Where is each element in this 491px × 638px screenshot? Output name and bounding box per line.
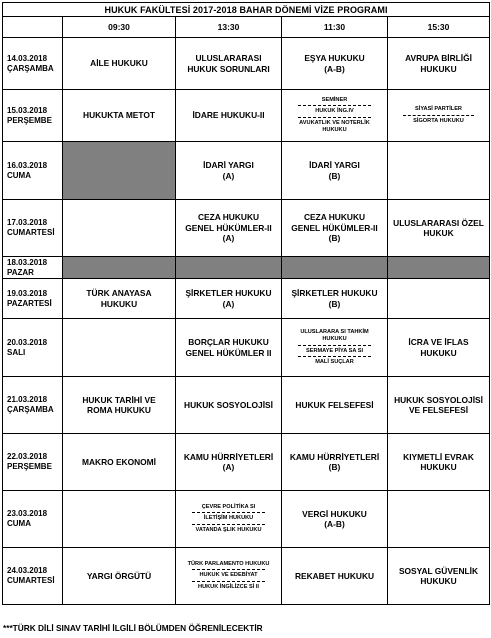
exam-cell xyxy=(388,491,490,548)
time-header: 11:30 xyxy=(282,17,388,38)
exam-cell xyxy=(388,548,490,605)
dashed-separator xyxy=(192,569,266,570)
date-cell xyxy=(3,319,63,377)
cell-text-line: TÜRK ANAYASA xyxy=(86,288,152,298)
exam-cell xyxy=(388,38,490,90)
cell-text-line: VE FELSEFESİ xyxy=(408,405,469,415)
cell-text-line: MALİ SUÇLAR xyxy=(315,358,354,365)
exam-cell xyxy=(63,90,176,142)
exam-cell xyxy=(388,200,490,257)
cell-text-line: HUKUKTA METOT xyxy=(83,110,155,121)
day-text: CUMARTESİ xyxy=(7,576,55,585)
day-text: PAZAR xyxy=(7,267,34,277)
schedule-row xyxy=(3,90,490,142)
cell-text-line: MAKRO EKONOMİ xyxy=(82,456,156,467)
date-cell xyxy=(3,491,63,548)
exam-cell xyxy=(63,279,176,319)
cell-text-line: ŞİRKETLER HUKUKU xyxy=(185,288,272,298)
exam-cell xyxy=(388,90,490,142)
dashed-separator xyxy=(298,117,372,118)
cell-text-line: REKABET HUKUKU xyxy=(294,570,375,581)
day-text: ÇARŞAMBA xyxy=(7,405,54,414)
dashed-separator xyxy=(298,356,372,357)
cell-text-line: KAMU HÜRRİYETLERİ xyxy=(289,451,380,462)
cell-text-line: AVUKATLIK VE NOTERLİK xyxy=(299,119,370,126)
cell-text-line: SOSYAL GÜVENLİK xyxy=(398,565,479,576)
date-text: 21.03.2018 xyxy=(7,395,48,404)
exam-cell xyxy=(176,142,282,200)
cell-text-line: SERMAYE PİYA SA SI xyxy=(306,347,363,354)
schedule-row xyxy=(3,434,490,491)
dashed-separator xyxy=(298,345,372,346)
date-text: 24.03.2018 xyxy=(7,566,48,575)
dashed-separator xyxy=(192,581,266,582)
schedule-row xyxy=(3,257,490,279)
exam-cell xyxy=(176,200,282,257)
cell-text-line: (A) xyxy=(222,298,235,309)
cell-text-line: CEZA HUKUKU xyxy=(303,212,366,223)
exam-cell xyxy=(388,142,490,200)
schedule-row xyxy=(3,200,490,257)
no-exam-shaded-cell xyxy=(63,142,176,200)
cell-text-line: AVRUPA BİRLİĞİ xyxy=(405,53,472,63)
cell-text-line: HUKUK SORUNLARI xyxy=(187,63,270,74)
cell-text-line: KIYMETLİ EVRAK xyxy=(403,451,474,462)
cell-text-line: HUKUK SOSYOLOJİSİ xyxy=(394,394,483,405)
no-exam-shaded-cell xyxy=(282,257,388,279)
cell-text-line: (B) xyxy=(328,233,341,244)
date-cell xyxy=(3,434,63,491)
dashed-separator xyxy=(192,524,266,525)
cell-text-line: BORÇLAR HUKUKU xyxy=(188,337,269,347)
time-header: 13:30 xyxy=(176,17,282,38)
date-cell xyxy=(3,200,63,257)
cell-text-line: ULUSLARARASI xyxy=(195,53,262,63)
exam-cell xyxy=(176,548,282,605)
cell-text-line: (A-B) xyxy=(324,519,345,529)
exam-cell xyxy=(176,90,282,142)
cell-text-line: ŞİRKETLER HUKUKU xyxy=(291,288,378,298)
exam-cell xyxy=(63,319,176,377)
schedule-row xyxy=(3,548,490,605)
cell-text-line: KAMU HÜRRİYETLERİ xyxy=(183,451,274,462)
dashed-separator xyxy=(403,115,474,116)
header-blank xyxy=(3,17,63,38)
cell-text-line: CEZA HUKUKU xyxy=(197,212,260,223)
cell-text-line: SEMİNER xyxy=(321,97,348,104)
time-header-row xyxy=(3,17,490,38)
cell-text-line: SİGORTA HUKUKU xyxy=(413,117,464,124)
cell-text-line: (B) xyxy=(328,298,341,309)
cell-text-line: (A) xyxy=(222,462,235,472)
cell-text-line: HUKUKU xyxy=(420,347,457,358)
exam-cell xyxy=(282,491,388,548)
date-text: 16.03.2018 xyxy=(7,160,48,170)
cell-text-line: VATANDA ŞLIK HUKUKU xyxy=(195,526,262,533)
cell-text-line: (A) xyxy=(222,233,235,244)
exam-cell xyxy=(282,279,388,319)
exam-cell xyxy=(63,434,176,491)
cell-text-line: ULUSLARARASI ÖZEL xyxy=(393,217,484,228)
cell-text-line: HUKUKU xyxy=(100,298,138,309)
exam-cell xyxy=(282,377,388,434)
date-text: 20.03.2018 xyxy=(7,337,48,347)
date-text: 14.03.2018 xyxy=(7,53,48,63)
cell-text-line: HUKUK İNGİLİZCE Sİ II xyxy=(198,583,259,590)
exam-cell xyxy=(388,279,490,319)
schedule-title: HUKUK FAKÜLTESİ 2017-2018 BAHAR DÖNEMİ VİZE PROGRAMI xyxy=(3,3,490,17)
cell-text-line: VERGİ HUKUKU xyxy=(302,508,367,519)
cell-text-line: YARGI ÖRGÜTÜ xyxy=(86,570,152,581)
exam-cell xyxy=(282,548,388,605)
cell-text-line: İDARE HUKUKU-II xyxy=(192,110,265,121)
cell-text-line: İDARİ YARGI xyxy=(203,160,254,170)
exam-cell xyxy=(282,142,388,200)
cell-text-line: ÇEVRE POLİTİKA SI xyxy=(201,504,256,511)
cell-text-line: HUKUKU xyxy=(322,126,347,133)
exam-cell xyxy=(388,319,490,377)
schedule-row xyxy=(3,38,490,90)
date-cell xyxy=(3,548,63,605)
date-text: 23.03.2018 xyxy=(7,509,48,518)
dashed-separator xyxy=(192,512,266,513)
exam-cell xyxy=(282,90,388,142)
date-text: 18.03.2018 xyxy=(7,257,48,267)
cell-text-line: HUKUK xyxy=(423,228,454,238)
cell-text-line: (B) xyxy=(328,170,341,181)
day-text: PERŞEMBE xyxy=(7,462,52,471)
cell-text-line: GENEL HÜKÜMLER-II xyxy=(185,222,272,233)
day-text: PAZARTESİ xyxy=(7,298,52,308)
cell-text-line: İDARİ YARGI xyxy=(309,160,360,170)
exam-cell xyxy=(176,434,282,491)
date-text: 22.03.2018 xyxy=(7,452,48,461)
cell-text-line: HUKUK İNG.IV xyxy=(315,108,354,115)
date-text: 17.03.2018 xyxy=(7,218,48,227)
schedule-row xyxy=(3,319,490,377)
time-header: 09:30 xyxy=(63,17,176,38)
exam-cell xyxy=(63,548,176,605)
cell-text-line: HUKUK FELSEFESİ xyxy=(295,399,374,410)
exam-cell xyxy=(282,319,388,377)
cell-text-line: SİYASİ PARTİLER xyxy=(415,106,462,113)
date-text: 19.03.2018 xyxy=(7,288,48,298)
exam-cell xyxy=(63,38,176,90)
cell-text-line: İCRA VE İFLAS xyxy=(408,337,469,347)
exam-cell xyxy=(63,200,176,257)
date-cell xyxy=(3,90,63,142)
footer-note: ***TÜRK DİLİ SINAV TARİHİ İLGİLİ BÖLÜMDEN ÖĞRENİLECEKTİR xyxy=(3,623,263,633)
day-text: ÇARŞAMBA xyxy=(7,63,54,73)
exam-cell xyxy=(282,200,388,257)
schedule-row xyxy=(3,491,490,548)
cell-text-line: ROMA HUKUKU xyxy=(87,405,151,415)
exam-schedule-table xyxy=(2,2,490,605)
day-text: CUMARTESİ xyxy=(7,228,55,237)
cell-text-line: İLETİŞİM HUKUKU xyxy=(203,515,254,522)
schedule-row xyxy=(3,279,490,319)
cell-text-line: HUKUKU xyxy=(420,462,457,472)
day-text: PERŞEMBE xyxy=(7,115,52,125)
day-text: CUMA xyxy=(7,170,31,180)
date-cell xyxy=(3,142,63,200)
exam-cell xyxy=(176,319,282,377)
cell-text-line: AİLE HUKUKU xyxy=(90,58,148,69)
day-text: CUMA xyxy=(7,519,31,528)
exam-cell xyxy=(388,434,490,491)
exam-cell xyxy=(282,434,388,491)
cell-text-line: HUKUK TARİHİ VE xyxy=(82,394,156,405)
cell-text-line: HUKUKU xyxy=(420,576,457,586)
day-text: SALI xyxy=(7,347,26,357)
no-exam-shaded-cell xyxy=(176,257,282,279)
no-exam-shaded-cell xyxy=(388,257,490,279)
date-text: 15.03.2018 xyxy=(7,105,48,115)
exam-cell xyxy=(63,377,176,434)
exam-cell xyxy=(176,38,282,90)
date-cell xyxy=(3,257,63,279)
cell-text-line: (A) xyxy=(222,170,235,181)
no-exam-shaded-cell xyxy=(63,257,176,279)
exam-cell xyxy=(388,377,490,434)
cell-text-line: TÜRK PARLAMENTO HUKUKU xyxy=(187,561,270,568)
time-header: 15:30 xyxy=(388,17,490,38)
schedule-row xyxy=(3,377,490,434)
exam-cell xyxy=(176,491,282,548)
cell-text-line: HUKUK VE EDEBİYAT xyxy=(199,572,258,579)
dashed-separator xyxy=(298,105,372,106)
cell-text-line: EŞYA HUKUKU xyxy=(304,53,365,63)
exam-cell xyxy=(282,38,388,90)
exam-cell xyxy=(63,491,176,548)
exam-cell xyxy=(176,279,282,319)
cell-text-line: HUKUKU xyxy=(420,63,457,74)
cell-text-line: GENEL HÜKÜMLER II xyxy=(185,347,272,358)
date-cell xyxy=(3,377,63,434)
date-cell xyxy=(3,279,63,319)
date-cell xyxy=(3,38,63,90)
cell-text-line: GENEL HÜKÜMLER-II xyxy=(291,222,378,233)
cell-text-line: HUKUK SOSYOLOJİSİ xyxy=(184,399,273,410)
cell-text-line: ULUSLARARA SI TAHKİM xyxy=(300,329,369,336)
exam-cell xyxy=(176,377,282,434)
cell-text-line: (B) xyxy=(328,462,341,472)
schedule-row xyxy=(3,142,490,200)
cell-text-line: (A-B) xyxy=(324,63,345,74)
cell-text-line: HUKUKU xyxy=(322,336,347,343)
